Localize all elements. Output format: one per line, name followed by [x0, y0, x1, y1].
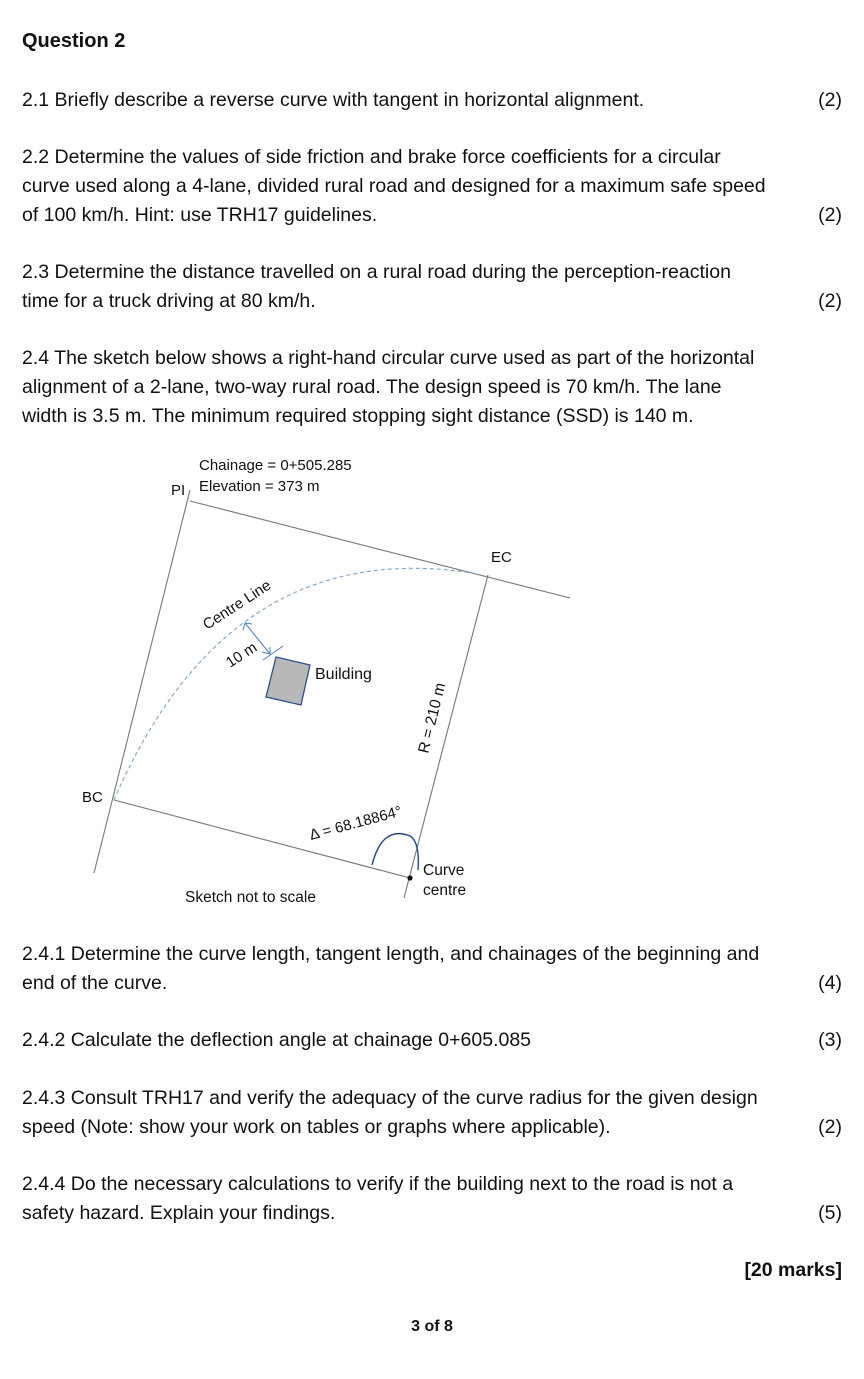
page-number: 3 of 8 [411, 1318, 453, 1335]
question-2-4-2 [22, 1026, 842, 1055]
question-2-4-3-line1: 2.4.3 Consult TRH17 and verify the adequacy of the curve radius for the given design [22, 1087, 758, 1109]
question-2-1-text: 2.1 Briefly describe a reverse curve with tangent in horizontal alignment. [22, 89, 645, 111]
curve-sketch [0, 440, 640, 910]
question-2-4-4-line2: safety hazard. Explain your findings. [22, 1202, 336, 1224]
total-marks: [20 marks] [744, 1259, 842, 1281]
question-2-4-3-line2: speed (Note: show your work on tables or graphs where applicable). [22, 1116, 611, 1138]
ec-label: EC [491, 549, 512, 566]
question-2-4-4-marks: (5) [818, 1202, 842, 1224]
back-tangent-line [94, 490, 190, 873]
question-2-3-line2: time for a truck driving at 80 km/h. [22, 290, 316, 312]
question-title: Question 2 [22, 30, 126, 52]
question-2-2-line1: 2.2 Determine the values of side friction and brake force coefficients for a circular [22, 146, 721, 168]
question-2-3 [22, 258, 842, 316]
question-2-4-1 [22, 940, 842, 998]
question-2-4 [22, 344, 842, 431]
question-2-4-1-line2: end of the curve. [22, 972, 168, 994]
question-2-4-line3: width is 3.5 m. The minimum required stopping sight distance (SSD) is 140 m. [22, 405, 694, 427]
question-2-2-line3: of 100 km/h. Hint: use TRH17 guidelines. [22, 204, 378, 226]
curve-centre-label-2: centre [423, 882, 467, 899]
question-2-3-marks: (2) [818, 290, 842, 312]
question-2-4-4-line1: 2.4.4 Do the necessary calculations to verify if the building next to the road is not a [22, 1173, 734, 1195]
question-2-1 [22, 86, 842, 115]
question-2-2-marks: (2) [818, 204, 842, 226]
radius-label: R = 210 m [415, 681, 450, 755]
delta-angle-label: Δ = 68.18864° [307, 802, 404, 844]
question-2-4-3-marks: (2) [818, 1116, 842, 1138]
question-2-1-marks: (2) [818, 89, 842, 111]
offset-label: 10 m [222, 638, 261, 672]
question-2-4-1-line1: 2.4.1 Determine the curve length, tangent length, and chainages of the beginning and [22, 943, 760, 965]
question-2-4-3 [22, 1084, 842, 1142]
forward-tangent-line [190, 501, 570, 598]
curve-centre-point [407, 875, 412, 880]
question-2-4-2-text: 2.4.2 Calculate the deflection angle at chainage 0+605.085 [22, 1029, 532, 1051]
building-label: Building [315, 666, 372, 683]
question-2-2-line2: curve used along a 4-lane, divided rural road and designed for a maximum safe speed [22, 175, 766, 197]
pi-chainage-label: Chainage = 0+505.285 [199, 457, 352, 474]
question-2-4-2-marks: (3) [818, 1029, 842, 1051]
question-2-4-line1: 2.4 The sketch below shows a right-hand circular curve used as part of the horizontal [22, 347, 755, 369]
question-2-4-line2: alignment of a 2-lane, two-way rural road. The design speed is 70 km/h. The lane [22, 376, 722, 398]
ec-radius-line [404, 575, 488, 898]
question-2-4-1-marks: (4) [818, 972, 842, 994]
question-2-4-4 [22, 1170, 842, 1228]
building-shape [266, 657, 310, 705]
pi-elevation-label: Elevation = 373 m [199, 478, 320, 495]
bc-label: BC [82, 789, 103, 806]
pi-label: PI [171, 482, 186, 499]
centre-line-label: Centre Line [199, 576, 275, 634]
curve-centre-label-1: Curve [423, 862, 465, 879]
sketch-note: Sketch not to scale [185, 889, 316, 906]
question-2-2 [22, 143, 842, 230]
delta-angle-arc [372, 834, 418, 870]
question-2-3-line1: 2.3 Determine the distance travelled on a rural road during the perception-reaction [22, 261, 731, 283]
